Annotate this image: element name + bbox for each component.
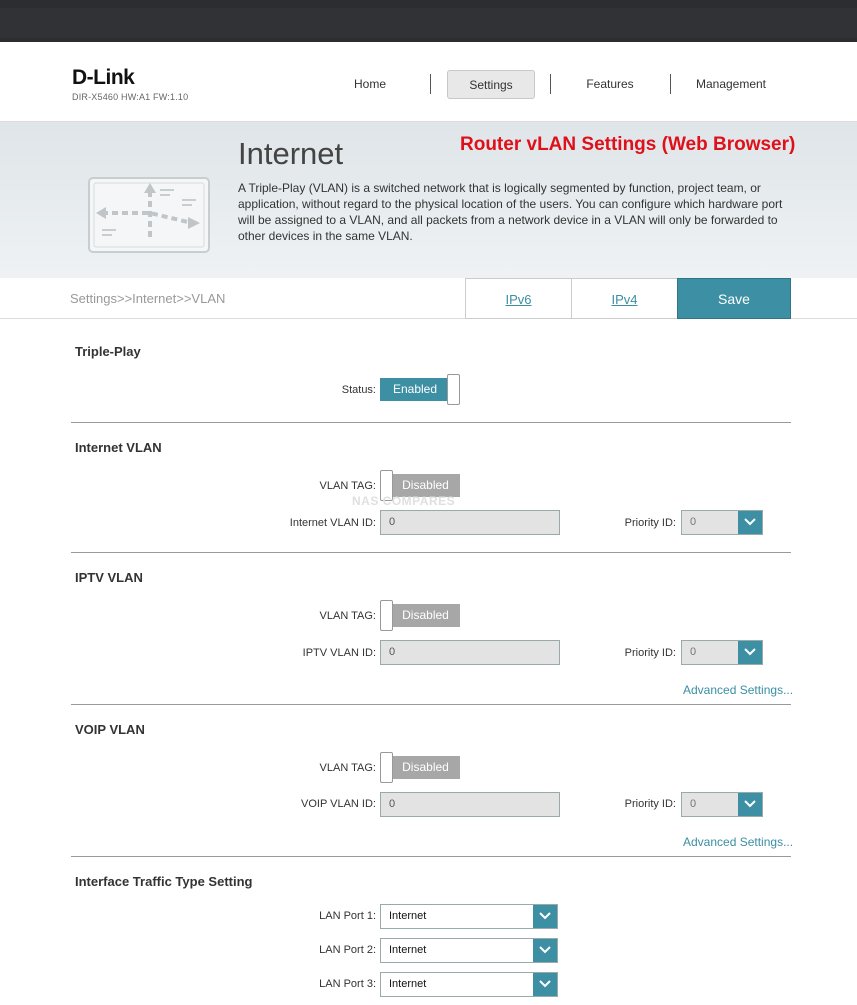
chevron-down-icon[interactable] <box>533 973 557 996</box>
nav-features[interactable]: Features <box>586 77 634 91</box>
toggle-knob <box>447 374 460 405</box>
tab-ipv6[interactable]: IPv6 <box>465 278 572 319</box>
voip-vlan-id-label: VOIP VLAN ID: <box>301 798 376 810</box>
voip-advanced-settings-link[interactable]: Advanced Settings... <box>683 835 794 849</box>
chevron-down-icon[interactable] <box>533 905 557 928</box>
section-title-internet-vlan: Internet VLAN <box>75 440 162 455</box>
voip-priority-select[interactable] <box>681 792 763 817</box>
section-divider <box>71 704 791 705</box>
lan-port-2-label: LAN Port 2: <box>319 944 376 956</box>
main-nav <box>0 70 857 100</box>
internet-priority-select[interactable] <box>681 510 763 535</box>
lan-port-2-select[interactable] <box>380 938 558 963</box>
chevron-down-icon[interactable] <box>533 939 557 962</box>
dlink-logo: D-Link <box>72 66 135 89</box>
internet-priority-label: Priority ID: <box>624 517 676 529</box>
select-value: Internet <box>389 978 427 990</box>
toggle-disabled-label: Disabled <box>391 604 460 627</box>
section-title-traffic-type: Interface Traffic Type Setting <box>75 874 253 889</box>
toggle-disabled-label: Disabled <box>391 474 460 497</box>
nav-separator <box>670 74 671 94</box>
voip-vlan-id-input[interactable]: 0 <box>380 792 560 817</box>
chevron-down-icon[interactable] <box>738 641 762 664</box>
chevron-down-icon[interactable] <box>738 793 762 816</box>
voip-priority-label: Priority ID: <box>624 798 676 810</box>
model-info: DIR-X5460 HW:A1 FW:1.10 <box>72 92 189 102</box>
triple-play-status-toggle[interactable] <box>380 374 462 405</box>
toggle-disabled-label: Disabled <box>391 756 460 779</box>
section-title-voip-vlan: VOIP VLAN <box>75 722 145 737</box>
iptv-vlan-id-label: IPTV VLAN ID: <box>302 647 376 659</box>
lan-port-1-select[interactable] <box>380 904 558 929</box>
iptv-advanced-settings-link[interactable]: Advanced Settings... <box>683 683 794 697</box>
iptv-priority-select[interactable] <box>681 640 763 665</box>
breadcrumb-bar <box>0 278 857 319</box>
tab-ipv4[interactable]: IPv4 <box>571 278 678 319</box>
nav-management[interactable]: Management <box>695 77 767 91</box>
header <box>0 42 857 122</box>
chevron-down-icon[interactable] <box>738 511 762 534</box>
overlay-caption: Router vLAN Settings (Web Browser) <box>460 134 796 155</box>
voip-vlan-tag-label: VLAN TAG: <box>319 762 376 774</box>
status-label: Status: <box>341 384 376 396</box>
iptv-vlan-tag-label: VLAN TAG: <box>319 610 376 622</box>
nav-home[interactable]: Home <box>353 77 386 91</box>
page-title: Internet <box>238 136 344 171</box>
page-banner <box>0 122 857 278</box>
internet-vlan-id-label: Internet VLAN ID: <box>289 517 376 529</box>
lan-port-3-label: LAN Port 3: <box>319 978 376 990</box>
internet-vlan-id-input[interactable]: 0 <box>380 510 560 535</box>
section-title-triple-play: Triple-Play <box>75 344 141 359</box>
page-description: A Triple-Play (VLAN) is a switched network that is logically segmented by function, project team, or application, without regard to the physical location of the users. You can configure which hardware port will be assigned to a VLAN, and all packets from a network device in a VLAN will only be forwarded to other devices in the same VLAN. <box>238 181 783 243</box>
iptv-vlan-id-input[interactable]: 0 <box>380 640 560 665</box>
select-value: 0 <box>690 646 697 658</box>
select-value: Internet <box>389 910 427 922</box>
section-title-iptv-vlan: IPTV VLAN <box>75 570 143 585</box>
nav-separator <box>550 74 551 94</box>
lan-port-3-select[interactable] <box>380 972 558 997</box>
select-value: 0 <box>690 516 697 528</box>
lan-port-1-label: LAN Port 1: <box>319 910 376 922</box>
iptv-priority-label: Priority ID: <box>624 647 676 659</box>
select-value: 0 <box>690 798 697 810</box>
toggle-knob <box>380 752 393 783</box>
breadcrumb: Settings>>Internet>>VLAN <box>70 291 226 306</box>
browser-top-bar <box>0 0 857 42</box>
section-divider <box>71 856 791 857</box>
save-button[interactable]: Save <box>677 278 791 319</box>
browser-toolbar-strip <box>0 8 857 38</box>
select-value: Internet <box>389 944 427 956</box>
nav-separator <box>430 74 431 94</box>
nav-settings[interactable]: Settings <box>447 70 535 99</box>
toggle-knob <box>380 600 393 631</box>
watermark: NAS COMPARES <box>352 494 456 508</box>
section-divider <box>71 422 791 423</box>
section-divider <box>71 552 791 553</box>
iptv-vlan-tag-toggle[interactable] <box>380 600 462 631</box>
voip-vlan-tag-toggle[interactable] <box>380 752 462 783</box>
internet-vlan-tag-label: VLAN TAG: <box>319 480 376 492</box>
toggle-enabled-label: Enabled <box>380 378 450 401</box>
vlan-routing-illustration <box>88 177 210 253</box>
